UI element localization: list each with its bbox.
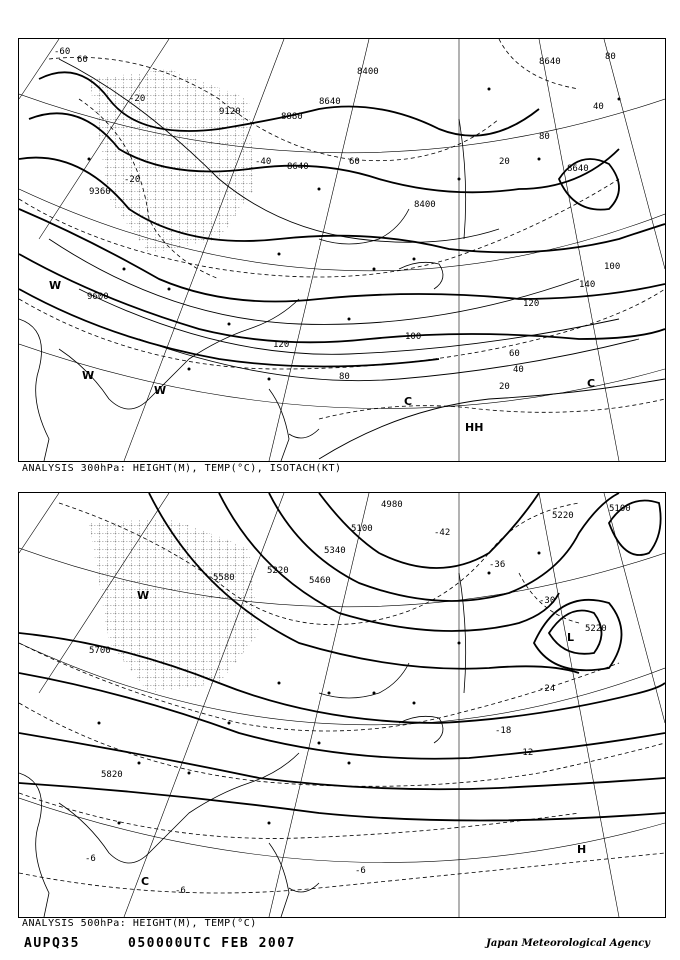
isotach-label: 100 xyxy=(604,262,621,272)
temp-label: -24 xyxy=(539,684,556,694)
analysis-time: 050000UTC FEB 2007 xyxy=(128,936,296,951)
high-marker: HH xyxy=(465,421,484,434)
caption-500hpa: ANALYSIS 500hPa: HEIGHT(M), TEMP(°C) xyxy=(22,918,257,929)
height-label: 8880 xyxy=(281,112,303,122)
isotach-label: 60 xyxy=(509,349,520,359)
height-label: 8640 xyxy=(567,164,589,174)
height-label: 8640 xyxy=(539,57,561,67)
isotach-label: 80 xyxy=(605,52,616,62)
isotach-label: 20 xyxy=(499,157,510,167)
map-300hpa-panel xyxy=(18,38,666,462)
caption-300hpa: ANALYSIS 300hPa: HEIGHT(M), TEMP(°C), ISOTACH(KT) xyxy=(22,463,342,474)
temp-label: -40 xyxy=(255,157,272,167)
map-500hpa-drawing xyxy=(19,493,665,917)
temp-label: -20 xyxy=(129,94,146,104)
height-label: 5220 xyxy=(267,566,289,576)
temp-label: -6 xyxy=(85,854,96,864)
height-label: 9360 xyxy=(89,187,111,197)
cold-marker: C xyxy=(587,377,596,390)
height-label: 5700 xyxy=(89,646,111,656)
isotach-label: 80 xyxy=(539,132,550,142)
height-label: 8640 xyxy=(319,97,341,107)
temp-label: -30 xyxy=(539,596,556,606)
isotach-label: 60 xyxy=(77,55,88,65)
isotach-label: 120 xyxy=(273,340,290,350)
isotach-label: 20 xyxy=(499,382,510,392)
isotach-label: 120 xyxy=(523,299,540,309)
high-marker: H xyxy=(577,843,587,856)
temp-label: -20 xyxy=(124,175,141,185)
temp-label: -42 xyxy=(434,528,451,538)
isotach-label: 40 xyxy=(513,365,524,375)
temp-label: -18 xyxy=(495,726,512,736)
height-label: 9120 xyxy=(219,107,241,117)
cold-marker: C xyxy=(141,875,150,888)
warm-marker: W xyxy=(154,384,167,397)
height-label: 8400 xyxy=(357,67,379,77)
temp-label: -12 xyxy=(517,748,534,758)
height-label: 5580 xyxy=(213,573,235,583)
height-label: 5820 xyxy=(101,770,123,780)
height-label: 8400 xyxy=(414,200,436,210)
height-label: 5220 xyxy=(585,624,607,634)
map-300hpa-drawing xyxy=(19,39,665,461)
height-label: 5100 xyxy=(351,524,373,534)
height-label: 8640 xyxy=(287,162,309,172)
agency-name: Japan Meteorological Agency xyxy=(486,938,650,949)
isotach-label: 80 xyxy=(339,372,350,382)
temp-label: -6 xyxy=(175,886,186,896)
height-label: 9600 xyxy=(87,292,109,302)
height-label: 5220 xyxy=(552,511,574,521)
height-label: 5100 xyxy=(609,504,631,514)
isotach-label: 100 xyxy=(405,332,422,342)
warm-marker: W xyxy=(82,369,95,382)
cold-hatched-area xyxy=(89,69,254,254)
isotach-label: 140 xyxy=(579,280,596,290)
temp-label: -6 xyxy=(355,866,366,876)
temp-label: -36 xyxy=(489,560,506,570)
height-label: 4980 xyxy=(381,500,403,510)
isotach-label: 60 xyxy=(349,157,360,167)
cold-marker: C xyxy=(404,395,413,408)
low-marker: L xyxy=(567,631,575,644)
map-500hpa-panel xyxy=(18,492,666,918)
height-label: 5460 xyxy=(309,576,331,586)
isotach-label: 40 xyxy=(593,102,604,112)
height-label: 5340 xyxy=(324,546,346,556)
temp-label: -60 xyxy=(54,47,71,57)
warm-marker: W xyxy=(137,589,150,602)
warm-marker: W xyxy=(49,279,62,292)
product-code: AUPQ35 xyxy=(24,936,80,951)
